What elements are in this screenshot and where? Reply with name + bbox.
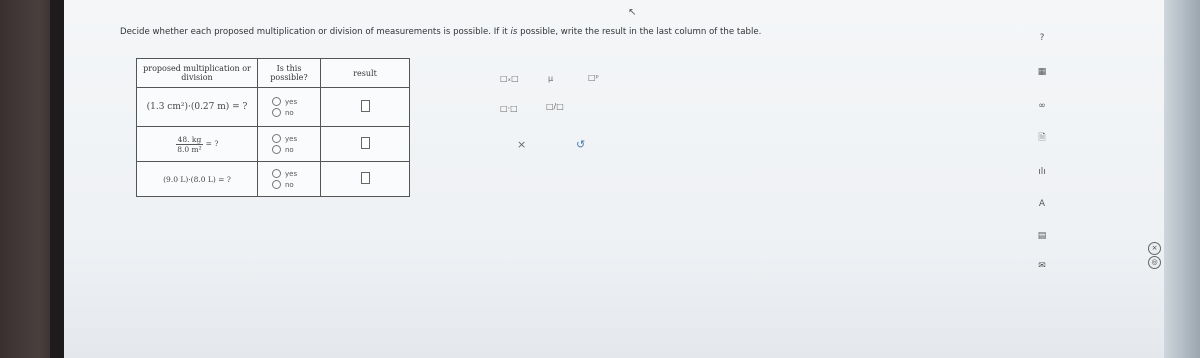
table-row xyxy=(137,162,410,197)
header-possible: Is this possible? xyxy=(258,59,321,88)
row2-result-input[interactable] xyxy=(361,137,370,149)
help-icon[interactable]: ? xyxy=(1039,33,1045,43)
clear-button[interactable]: × xyxy=(517,138,527,151)
calculator-icon[interactable]: ▦ xyxy=(1037,67,1047,77)
radio-circle-icon xyxy=(272,145,281,154)
radio-circle-icon xyxy=(272,169,281,178)
close-icon[interactable]: × xyxy=(1148,242,1161,255)
screen-bezel-left xyxy=(0,0,64,358)
row1-result-cell xyxy=(321,88,410,127)
row3-result-input[interactable] xyxy=(361,172,370,184)
notes-icon[interactable]: 🗎 xyxy=(1038,133,1046,143)
row2-denominator: 8.0 m² xyxy=(177,144,202,154)
radio-circle-icon xyxy=(272,108,281,117)
text-icon[interactable]: A xyxy=(1038,199,1046,209)
header-proposed: proposed multiplication or division xyxy=(137,59,258,88)
bezel-stripe xyxy=(50,0,64,358)
mouse-cursor-icon: ↖ xyxy=(628,7,637,18)
row2-yes-radio[interactable] xyxy=(272,134,320,143)
subscript-tool-button[interactable]: □ₓ□ xyxy=(500,74,519,83)
screen-bezel-right xyxy=(1164,0,1200,358)
mu-tool-button[interactable]: μ xyxy=(548,74,554,83)
row2-expression xyxy=(176,134,219,154)
infinity-icon[interactable]: ∞ xyxy=(1038,101,1046,111)
table-icon[interactable]: ▤ xyxy=(1037,231,1047,241)
row3-expression: (9.0 L)·(8.0 L) = ? xyxy=(163,174,231,184)
table-header-row xyxy=(137,59,410,88)
row2-options xyxy=(258,127,321,162)
row2-numerator: 48. kg xyxy=(177,134,202,144)
row3-yes-radio[interactable] xyxy=(272,169,320,178)
row1-expression: (1.3 cm²)·(0.27 m) = ? xyxy=(146,102,248,112)
undo-button[interactable]: ↺ xyxy=(576,138,586,151)
row3-options xyxy=(258,162,321,197)
table-row xyxy=(137,127,410,162)
row3-expression-cell xyxy=(137,162,258,197)
superscript-tool-button[interactable]: □ᵖ xyxy=(588,73,599,82)
settings-icon[interactable]: ◎ xyxy=(1148,256,1161,269)
mail-icon[interactable]: ✉ xyxy=(1038,261,1046,271)
table-row xyxy=(137,88,410,127)
row2-expression-cell xyxy=(137,127,258,162)
radio-circle-icon xyxy=(272,134,281,143)
row3-yes-label: yes xyxy=(285,169,298,178)
row2-fraction xyxy=(176,135,204,154)
row1-options xyxy=(258,88,321,127)
row2-no-label: no xyxy=(285,145,294,154)
row2-suffix: = ? xyxy=(205,139,219,148)
header-result: result xyxy=(321,59,410,88)
row1-result-input[interactable] xyxy=(361,100,370,112)
instruction-emphasis: is xyxy=(510,27,518,37)
row3-no-radio[interactable] xyxy=(272,180,320,189)
row3-result-cell xyxy=(321,162,410,197)
row3-no-label: no xyxy=(285,180,294,189)
row2-no-radio[interactable] xyxy=(272,145,320,154)
row1-expression-cell xyxy=(137,88,258,127)
row1-no-radio[interactable] xyxy=(272,108,320,117)
dot-tool-button[interactable]: □·□ xyxy=(500,104,518,113)
row1-yes-radio[interactable] xyxy=(272,97,320,106)
instruction-text xyxy=(120,27,761,37)
radio-circle-icon xyxy=(272,97,281,106)
row2-yes-label: yes xyxy=(285,134,298,143)
chart-icon[interactable]: ılı xyxy=(1038,167,1046,177)
instruction-part1: Decide whether each proposed multiplication or division of measurements is possible. If it xyxy=(120,27,511,37)
fraction-tool-button[interactable]: □/□ xyxy=(546,102,564,111)
row1-no-label: no xyxy=(285,108,294,117)
instruction-part2: possible, write the result in the last column of the table. xyxy=(517,27,762,37)
radio-circle-icon xyxy=(272,180,281,189)
row1-yes-label: yes xyxy=(285,97,298,106)
row2-result-cell xyxy=(321,127,410,162)
measurement-table xyxy=(136,58,410,197)
